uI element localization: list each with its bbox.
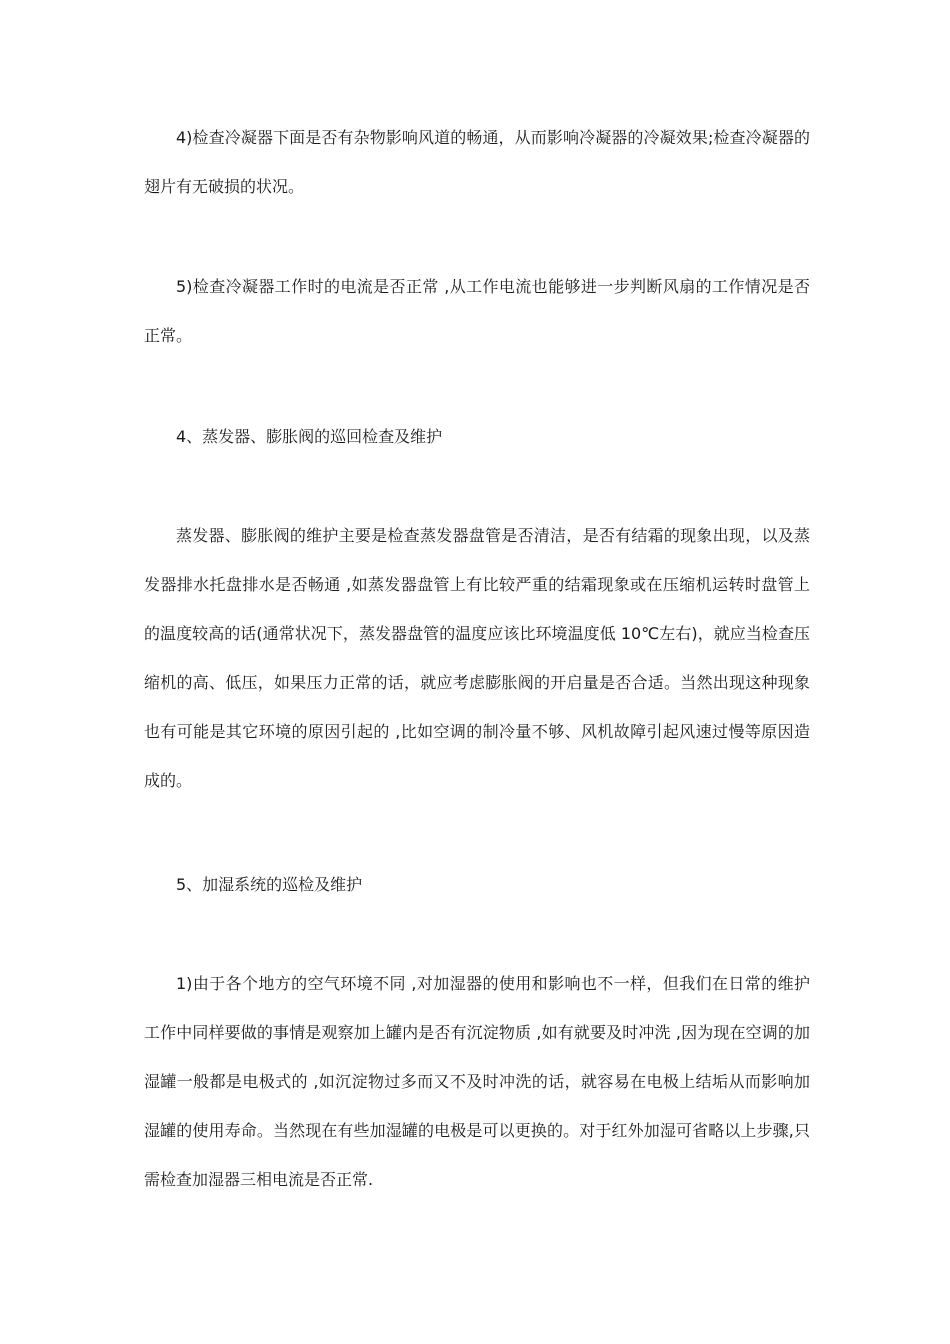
paragraph-condenser-current: 5)检查冷凝器工作时的电流是否正常 ,从工作电流也能够进一步判断风扇的工作情况是否正常。 [144, 277, 810, 345]
heading-evaporator-inspection: 4、蒸发器、膨胀阀的巡回检查及维护 [176, 427, 443, 446]
heading-humidifier-inspection: 5、加湿系统的巡检及维护 [176, 875, 363, 894]
paragraph-evaporator-maintenance: 蒸发器、膨胀阀的维护主要是检查蒸发器盘管是否清洁，是否有结霜的现象出现，以及蒸发器排水托盘排水是否畅通 ,如蒸发器盘管上有比较严重的结霜现象或在压缩机运转时盘管上的温度较高的话(通常状况下，蒸发器盘管的温度应该比环境温度低 10℃左右)，就应当检查压缩机的高、低压，如果压力正常的话，就应考虑膨胀阀的开启量是否合适。当然出现这种现象也有可能是其它环境的原因引起的 ,比如空调的制冷量不够、风机故障引起风速过慢等原因造成的。 [144, 526, 810, 790]
paragraph-humidifier-maintenance: 1)由于各个地方的空气环境不同 ,对加湿器的使用和影响也不一样，但我们在日常的维护工作中同样要做的事情是观察加上罐内是否有沉淀物质 ,如有就要及时冲洗 ,因为现在空调的加湿罐一般都是电极式的 ,如沉淀物过多而又不及时冲洗的话，就容易在电极上结垢从而影响加湿罐的使用寿命。当然现在有些加湿罐的电极是可以更换的。对于红外加湿可省略以上步骤,只需检查加湿器三相电流是否正常. [144, 974, 810, 1189]
paragraph-condenser-debris: 4)检查冷凝器下面是否有杂物影响风道的畅通，从而影响冷凝器的冷凝效果;检查冷凝器的翅片有无破损的状况。 [144, 128, 810, 196]
